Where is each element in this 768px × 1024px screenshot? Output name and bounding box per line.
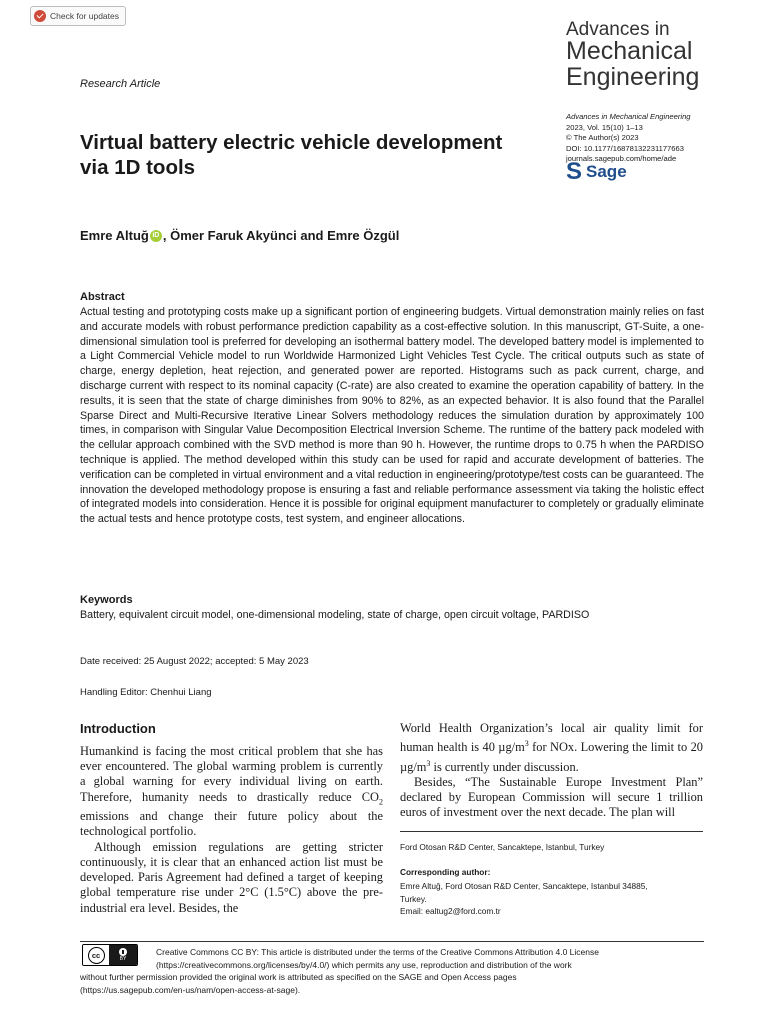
corr-line-1: Emre Altuğ, Ford Otosan R&D Center, Sancaktepe, Istanbul 34885,: [400, 881, 648, 891]
license-line-1: Creative Commons CC BY: This article is distributed under the terms of the Creative Commons Attribution 4.0 License: [156, 947, 599, 957]
license-line-3: without further permission provided the original work is attributed as specified on the SAGE and Open Access pages: [80, 972, 517, 983]
meta-journal-url[interactable]: journals.sagepub.com/home/ade: [566, 154, 677, 164]
dates-received: Date received: 25 August 2022; accepted: 5 May 2023: [80, 656, 309, 667]
corr-line-2: Turkey.: [400, 893, 427, 904]
author-rest: , Ömer Faruk Akyünci and Emre Özgül: [162, 228, 400, 243]
unit-superscript-1: 3: [524, 739, 529, 749]
journal-logo: [566, 20, 699, 90]
intro-p1-part-b: emissions and change their future policy about the technological portfolio.: [80, 809, 383, 839]
journal-name-line3: Engineering: [566, 62, 700, 91]
intro-p3-part-c: is currently under discussion.: [430, 759, 579, 774]
intro-p3-part-b: for NOx. Lowering the limit to 20 µg/m: [400, 740, 703, 774]
meta-copyright: © The Author(s) 2023: [566, 133, 639, 143]
introduction-heading: Introduction: [80, 721, 156, 736]
sage-wordmark: Sage: [586, 162, 627, 181]
check-updates-icon: [34, 10, 46, 22]
body-column-right: [400, 721, 703, 820]
intro-paragraph-4: Besides, “The Sustainable Europe Investment Plan” declared by European Commission will secure 1 trillion euros of investment over the next decade. The plan will: [400, 774, 703, 820]
article-title: Virtual battery electric vehicle development via 1D tools: [80, 131, 503, 179]
meta-volume: 2023, Vol. 15(10) 1–13: [566, 122, 643, 132]
footnote-divider: [400, 831, 703, 832]
intro-p1-part-a: Humankind is facing the most critical problem that she has ever encountered. The global warming problem is currently a global warning for every individual living on earth. Therefore, humanity needs to drastically reduce CO: [80, 744, 383, 804]
abstract-text: Actual testing and prototyping costs make up a significant portion of engineering budgets. Virtual demonstration mainly relies on fast and accurate models with robust performance prediction capability as a cost-effective solution. In this manuscript, GT-Suite, a one-dimensional simulation tool is preferred for developing an isothermal battery model. The developed battery model is implemented to a Light Commercial Vehicle model to run Worldwide Harmonized Light Vehicles Test Cycle. The critical outputs such as state of charge, energy depletion, heat rejection, and generated power are reported. Histograms such as pack current, charge, and discharge current with respect to its nominal capacity (C-rate) are also created to examine the operation capability of battery. In the results, it is seen that the state of charge diminishes from 90% to 82%, as an expected behavior. It is also found that the Parallel Sparse Direct and Multi-Recursive Iterative Linear Solvers methodology reduces the simulation duration by approximately 100 times, in comparison with Singular Value Decomposition Electrical Inversion Scheme. The runtime of the battery pack modeled with the cellular approach combined with the SVD method is more than 90 h. However, the runtime drops to 0.75 h when the PARDISO technique is applied. The method developed within this study can be used for rapid and accurate development of batteries. The verification can be completed in virtual environment and a vital reduction in engineering/prototype/test costs can be guaranteed. The innovation the developed methodology propose is ensuring a fast and reliable performance assessment via taking the holistic effect of integrated models into consideration. Hence it is possible for original equipment manufacturer to completely or gradually eliminate the actual tests and hence prototype costs, test system, and engineer allocations.: [80, 306, 704, 526]
handling-editor: Handling Editor: Chenhui Liang: [80, 687, 212, 698]
intro-paragraph-2: Although emission regulations are getting stricter continuously, it is clear that an enhanced action list must be developed. Paris Agreement had defined a target of keeping global temperature rise under 2°C (1.5°C) above the pre-industrial era level. Besides, the: [80, 839, 383, 915]
abstract-heading: Abstract: [80, 291, 125, 303]
keywords-heading: Keywords: [80, 594, 133, 606]
corresponding-author-details: [400, 880, 703, 918]
by-label: BY: [119, 956, 127, 962]
license-line-2[interactable]: (https://creativecommons.org/licenses/by/4.0/) which permits any use, reproduction and distribution of the work: [156, 959, 572, 970]
license-text: [80, 946, 704, 996]
sage-s-icon: S: [566, 158, 583, 185]
keywords-text: Battery, equivalent circuit model, one-dimensional modeling, state of charge, open circuit voltage, PARDISO: [80, 609, 590, 621]
co2-subscript: 2: [379, 797, 383, 807]
intro-paragraph-3: [400, 721, 703, 775]
unit-superscript-2: 3: [426, 758, 431, 768]
intro-paragraph-1: [80, 744, 383, 840]
meta-journal: Advances in Mechanical Engineering: [566, 112, 691, 121]
check-updates-label: Check for updates: [50, 11, 119, 21]
journal-name-line2: Mechanical: [566, 37, 693, 66]
journal-meta: [566, 112, 691, 165]
meta-doi[interactable]: DOI: 10.1177/16878132231177663: [566, 143, 684, 153]
orcid-icon[interactable]: iD: [150, 230, 162, 242]
corr-email[interactable]: Email: ealtug2@ford.com.tr: [400, 906, 501, 916]
intro-p3-part-a: World Health Organization’s local air quality limit for human health is 40 µg/m: [400, 721, 703, 755]
cc-icon: cc: [88, 947, 105, 964]
article-type: Research Article: [80, 78, 161, 90]
check-for-updates-button[interactable]: [30, 6, 126, 26]
license-line-4[interactable]: (https://us.sagepub.com/en-us/nam/open-access-at-sage).: [80, 984, 301, 995]
license-divider: [80, 941, 704, 942]
corresponding-author-heading: Corresponding author:: [400, 867, 491, 877]
sage-logo: [566, 158, 627, 185]
affiliation: Ford Otosan R&D Center, Sancaktepe, Istanbul, Turkey: [400, 842, 605, 852]
author-list: [80, 228, 399, 243]
body-column-left: [80, 744, 383, 916]
author-first: Emre Altuğ: [80, 228, 149, 243]
journal-name-line1: Advances in: [566, 19, 670, 40]
